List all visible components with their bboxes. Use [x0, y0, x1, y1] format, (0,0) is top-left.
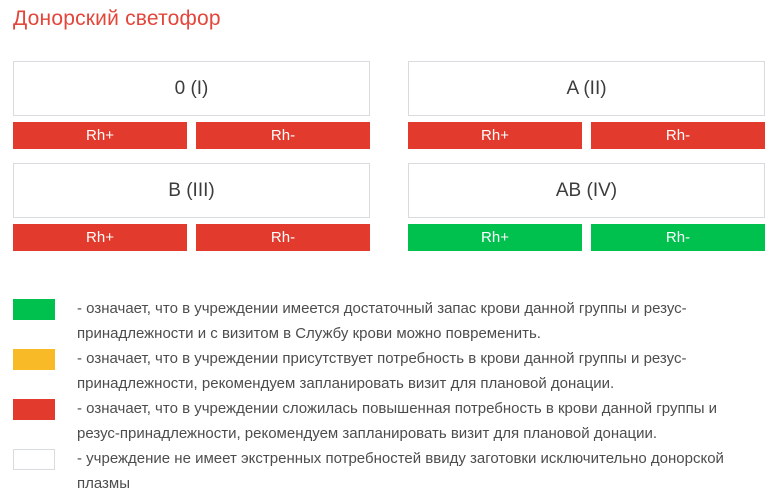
blood-group-b-iii-label-box: B (III)	[13, 163, 370, 218]
blood-group-0-i-rh-minus-cell[interactable]: Rh-	[196, 122, 370, 149]
blood-group-0-i-label-box: 0 (I)	[13, 61, 370, 116]
blood-group-ab-iv-rh-row	[408, 224, 765, 251]
blood-group-ab-iv-rh-plus-cell[interactable]: Rh+	[408, 224, 582, 251]
legend-swatch-white	[13, 449, 55, 470]
blood-group-a-ii-rh-minus-cell[interactable]: Rh-	[591, 122, 765, 149]
legend-item-need-exists	[13, 346, 765, 396]
legend-swatch-green	[13, 299, 55, 320]
legend-swatch-yellow	[13, 349, 55, 370]
blood-group-b-iii	[13, 163, 370, 251]
legend-item-high-need	[13, 396, 765, 446]
legend-line: - означает, что в учреждении присутствует потребность в крови данной группы и резус-	[77, 350, 687, 367]
blood-group-a-ii-label-box: A (II)	[408, 61, 765, 116]
blood-group-b-iii-rh-plus-cell[interactable]: Rh+	[13, 224, 187, 251]
blood-group-a-ii-rh-plus-cell[interactable]: Rh+	[408, 122, 582, 149]
legend-text-plasma-only	[77, 446, 724, 496]
blood-group-b-iii-rh-minus-cell[interactable]: Rh-	[196, 224, 370, 251]
blood-group-b-iii-rh-row	[13, 224, 370, 251]
page-title: Донорский светофор	[13, 7, 221, 30]
blood-group-a-ii-rh-row	[408, 122, 765, 149]
legend-swatch-red	[13, 399, 55, 420]
legend-item-sufficient-stock	[13, 296, 765, 346]
legend-line: резус-принадлежности, рекомендуем запланировать визит для плановой донации.	[77, 425, 658, 442]
legend	[13, 296, 765, 496]
legend-text-sufficient-stock	[77, 296, 687, 346]
legend-line: - означает, что в учреждении имеется достаточный запас крови данной группы и резус-	[77, 300, 687, 317]
blood-group-a-ii	[408, 61, 765, 149]
blood-group-ab-iv-rh-minus-cell[interactable]: Rh-	[591, 224, 765, 251]
blood-groups-grid	[13, 61, 765, 251]
legend-line: принадлежности и с визитом в Службу крови можно повременить.	[77, 325, 541, 342]
blood-group-ab-iv-label-box: AB (IV)	[408, 163, 765, 218]
legend-text-high-need	[77, 396, 717, 446]
legend-line: - означает, что в учреждении сложилась повышенная потребность в крови данной группы и	[77, 400, 718, 417]
legend-item-plasma-only	[13, 446, 765, 496]
legend-text-need-exists	[77, 346, 686, 396]
legend-line: принадлежности, рекомендуем запланировать визит для плановой донации.	[77, 375, 615, 392]
donor-traffic-light-widget	[0, 7, 778, 496]
blood-group-ab-iv	[408, 163, 765, 251]
blood-group-0-i-rh-row	[13, 122, 370, 149]
blood-group-0-i-rh-plus-cell[interactable]: Rh+	[13, 122, 187, 149]
legend-line: плазмы	[77, 475, 131, 492]
blood-group-0-i	[13, 61, 370, 149]
legend-line: - учреждение не имеет экстренных потребностей ввиду заготовки исключительно донорской	[77, 450, 724, 467]
